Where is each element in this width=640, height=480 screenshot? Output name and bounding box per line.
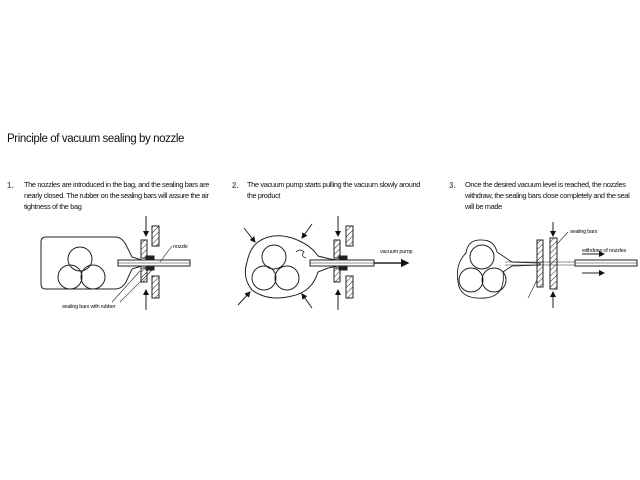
sealing-bar xyxy=(152,226,159,246)
figure-3 xyxy=(457,222,637,308)
step-3-number: 3. xyxy=(449,181,456,190)
figure-1 xyxy=(41,216,190,310)
sealing-bar xyxy=(141,240,147,258)
air-swirl xyxy=(296,250,306,258)
sealing-bar xyxy=(346,226,353,246)
page-title: Principle of vacuum sealing by nozzle xyxy=(7,133,184,145)
rubber-strip xyxy=(339,267,347,270)
figure-2 xyxy=(238,216,408,310)
collapse-arrow xyxy=(244,228,255,242)
product-circle xyxy=(275,266,299,290)
sealing-bars-label: sealing bars with rubber xyxy=(62,304,116,310)
withdraw-nozzles-label: withdraw of nozzles xyxy=(582,248,627,254)
collapse-arrow xyxy=(302,224,312,238)
product-circle xyxy=(58,265,82,289)
sealing-bars-label: sealing bars xyxy=(570,229,598,235)
step-3-description: Once the desired vacuum level is reached, the nozzles withdraw, the sealing bars close completely and the seal will be made xyxy=(465,180,630,211)
step-2-description: The vacuum pump starts pulling the vacuum slowly around the product xyxy=(247,180,421,200)
step-1-description: The nozzles are introduced in the bag, and the sealing bars are nearly closed. The rubber on the sealing bars will assure the air tightness of the bag xyxy=(24,180,210,211)
step-1-number: 1. xyxy=(7,181,14,190)
product-circle xyxy=(68,247,92,271)
product-circle xyxy=(262,245,286,269)
sealing-bar xyxy=(346,276,353,298)
step-2-number: 2. xyxy=(232,181,239,190)
vacuum-pump-label: vacuum pump xyxy=(380,249,413,255)
product-circle xyxy=(470,245,494,269)
sealing-bar xyxy=(152,276,159,298)
product-circle xyxy=(482,268,506,292)
collapse-arrow xyxy=(238,292,250,305)
product-circle xyxy=(459,268,483,292)
product-circle xyxy=(252,266,276,290)
sealing-bar xyxy=(334,240,340,258)
nozzle-label: nozzle xyxy=(173,244,188,250)
sealing-bar xyxy=(550,238,557,289)
rubber-strip xyxy=(339,256,347,259)
collapse-arrow xyxy=(302,294,312,308)
sealing-bar xyxy=(537,240,543,287)
product-circle xyxy=(81,265,105,289)
rubber-strip xyxy=(146,256,154,259)
rubber-strip xyxy=(146,267,154,270)
